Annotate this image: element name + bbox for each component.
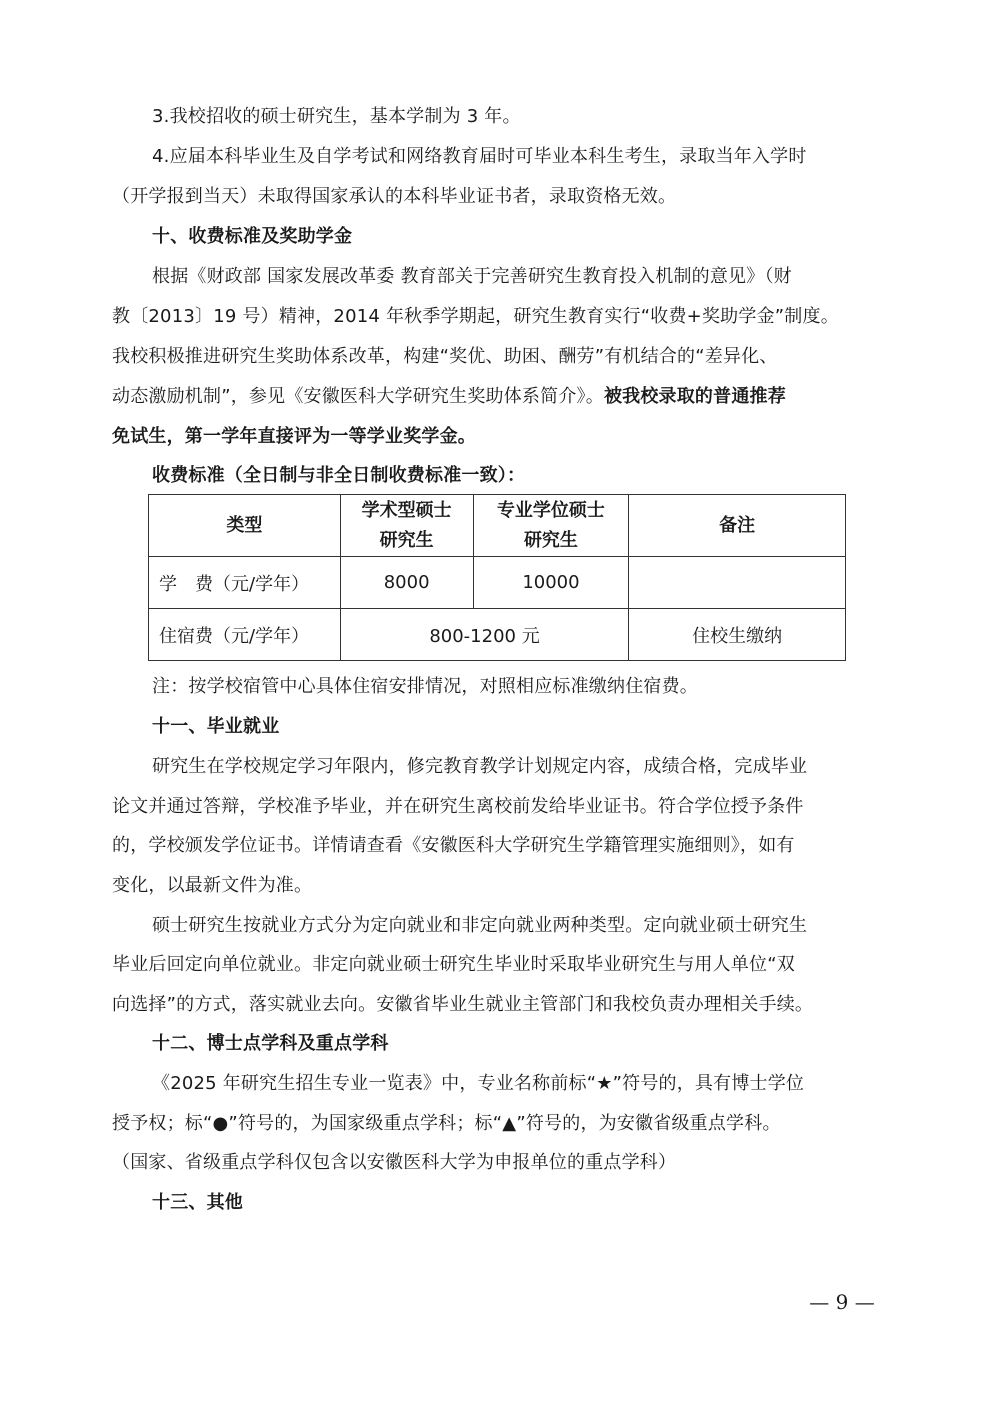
paragraph-line: 根据《财政部 国家发展改革委 教育部关于完善研究生教育投入机制的意见》（财 bbox=[152, 266, 792, 287]
cell-lodging-label: 住宿费（元/学年） bbox=[149, 609, 341, 661]
fee-standard-caption: 收费标准（全日制与非全日制收费标准一致）： bbox=[152, 465, 526, 486]
paragraph-line: 我校积极推进研究生奖助体系改革，构建“奖优、助困、酬劳”有机结合的“差异化、 bbox=[112, 346, 778, 367]
paragraph-line: 硕士研究生按就业方式分为定向就业和非定向就业两种类型。定向就业硕士研究生 bbox=[152, 915, 808, 936]
section-heading-13: 十三、其他 bbox=[152, 1192, 243, 1213]
header-remark: 备注 bbox=[629, 495, 846, 557]
paragraph-line: 4.应届本科毕业生及自学考试和网络教育届时可毕业本科生考生，录取当年入学时 bbox=[152, 146, 807, 167]
paragraph-line: （开学报到当天）未取得国家承认的本科毕业证书者，录取资格无效。 bbox=[112, 186, 677, 207]
table-header-row bbox=[149, 495, 846, 557]
table-row-lodging bbox=[149, 609, 846, 661]
paragraph-line: 论文并通过答辩，学校准予毕业，并在研究生离校前发给毕业证书。符合学位授予条件 bbox=[112, 796, 804, 817]
section-heading-12: 十二、博士点学科及重点学科 bbox=[152, 1033, 389, 1054]
header-professional-line1: 专业学位硕士 bbox=[496, 499, 605, 521]
cell-tuition-remark bbox=[629, 557, 846, 609]
table-row-tuition bbox=[149, 557, 846, 609]
cell-tuition-label: 学 费（元/学年） bbox=[149, 557, 341, 609]
paragraph-line: 研究生在学校规定学习年限内，修完教育教学计划规定内容，成绩合格，完成毕业 bbox=[152, 756, 808, 777]
header-academic-line2: 研究生 bbox=[379, 529, 434, 551]
page-number: — 9 — bbox=[809, 1290, 875, 1314]
paragraph-line: 3.我校招收的硕士研究生，基本学制为 3 年。 bbox=[152, 106, 521, 127]
cell-tuition-academic: 8000 bbox=[340, 557, 473, 609]
header-type: 类型 bbox=[149, 495, 341, 557]
bold-emphasis: 被我校录取的普通推荐 bbox=[603, 386, 786, 407]
cell-lodging-value: 800-1200 元 bbox=[340, 609, 629, 661]
table-note: 注：按学校宿管中心具体住宿安排情况，对照相应标准缴纳住宿费。 bbox=[152, 676, 698, 697]
paragraph-line: 毕业后回定向单位就业。非定向就业硕士研究生毕业时采取毕业研究生与用人单位“双 bbox=[112, 954, 795, 975]
cell-lodging-remark: 住校生缴纳 bbox=[629, 609, 846, 661]
paragraph-line: 授予权；标“●”符号的，为国家级重点学科；标“▲”符号的，为安徽省级重点学科。 bbox=[112, 1113, 781, 1134]
paragraph-text: 动态激励机制”，参见《安徽医科大学研究生奖助体系简介》。 bbox=[112, 386, 604, 407]
paragraph-line: 向选择”的方式，落实就业去向。安徽省毕业生就业主管部门和我校负责办理相关手续。 bbox=[112, 994, 814, 1015]
fee-table bbox=[148, 494, 846, 661]
paragraph-line: 变化，以最新文件为准。 bbox=[112, 875, 313, 896]
cell-tuition-professional: 10000 bbox=[473, 557, 629, 609]
header-academic-line1: 学术型硕士 bbox=[361, 499, 452, 521]
header-professional-line2: 研究生 bbox=[523, 529, 578, 551]
paragraph-line: 教〔2013〕19 号）精神，2014 年秋季学期起，研究生教育实行“收费+奖助学金”制度。 bbox=[112, 306, 839, 327]
paragraph-line: 的，学校颁发学位证书。详情请查看《安徽医科大学研究生学籍管理实施细则》，如有 bbox=[112, 835, 795, 856]
section-heading-10: 十、收费标准及奖助学金 bbox=[152, 226, 353, 247]
paragraph-line bbox=[112, 383, 884, 411]
section-heading-11: 十一、毕业就业 bbox=[152, 716, 280, 737]
paragraph-line: （国家、省级重点学科仅包含以安徽医科大学为申报单位的重点学科） bbox=[112, 1152, 677, 1173]
paragraph-line: 《2025 年研究生招生专业一览表》中，专业名称前标“★”符号的，具有博士学位 bbox=[152, 1073, 805, 1094]
header-professional bbox=[473, 495, 629, 557]
bold-emphasis-line: 免试生，第一学年直接评为一等学业奖学金。 bbox=[112, 426, 476, 447]
header-academic bbox=[340, 495, 473, 557]
